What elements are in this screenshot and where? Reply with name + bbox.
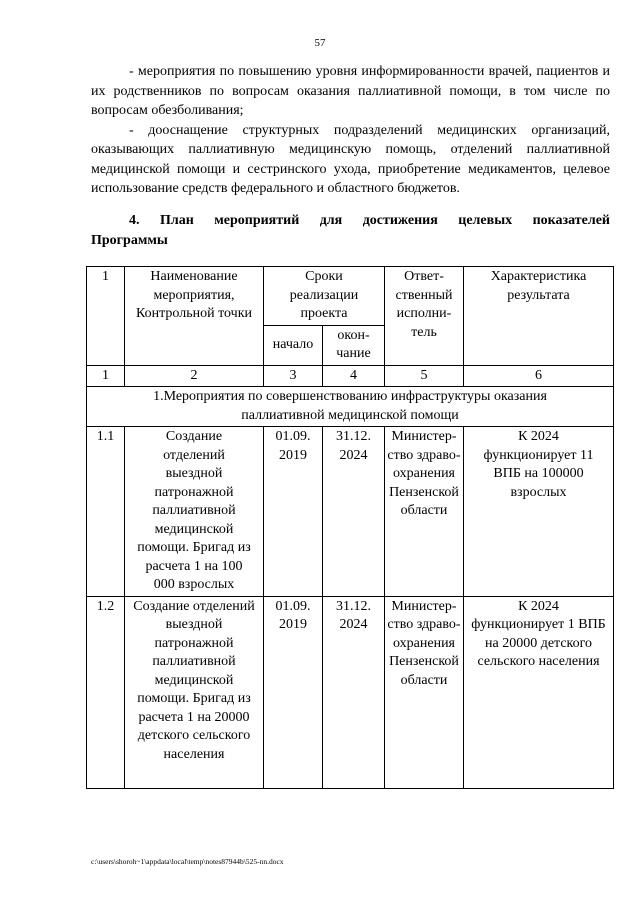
footer-file-path: c:\users\shoroh~1\appdata\local\temp\notes87944b\525-nn.docx: [91, 857, 284, 866]
plan-table: [86, 266, 614, 789]
number-cell: 3: [264, 365, 323, 387]
table-section-row: [87, 387, 614, 427]
header-col5: Ответ-ственный исполни-тель: [385, 267, 464, 366]
page-number: 57: [314, 37, 326, 49]
number-cell: 2: [125, 365, 264, 387]
row-responsible: Министер-ство здраво-охранения Пензенской области: [385, 427, 464, 597]
table-row: [87, 427, 614, 597]
table-number-row: [87, 365, 614, 387]
row-number: 1.1: [87, 427, 125, 597]
row-result: К 2024 функционирует 1 ВПБ на 20000 детского сельского населения: [464, 596, 614, 789]
row-name: Создание отделений выездной патронажной паллиативной медицинской помощи. Бригад из расчета 1 на 100 000 взрослых: [125, 427, 264, 597]
number-cell: 6: [464, 365, 614, 387]
row-start: 01.09. 2019: [264, 427, 323, 597]
row-name: Создание отделений выездной патронажной паллиативной медицинской помощи. Бригад из расчета 1 на 20000 детского сельского населения: [125, 596, 264, 789]
row-number: 1.2: [87, 596, 125, 789]
section-heading-line2: Программы: [91, 233, 168, 248]
number-cell: 4: [323, 365, 385, 387]
paragraph-1: - мероприятия по повышению уровня информированности врачей, пациентов и их родственников по вопросам оказания паллиативной помощи, в том числе по вопросам обезболивания;: [91, 64, 610, 118]
header-col1: 1: [87, 267, 125, 366]
number-cell: 1: [87, 365, 125, 387]
row-end: 31.12. 2024: [323, 596, 385, 789]
row-result: К 2024 функционирует 11 ВПБ на 100000 взрослых: [464, 427, 614, 597]
header-col3: Сроки реализации проекта: [264, 267, 385, 326]
header-col3b: окон-чание: [323, 325, 385, 365]
section-heading: [91, 211, 610, 251]
number-cell: 5: [385, 365, 464, 387]
section-title: 1.Мероприятия по совершенствованию инфраструктуры оказания паллиативной медицинской помощи: [87, 387, 614, 427]
section-heading-line1: 4. План мероприятий для достижения целевых показателей: [129, 213, 610, 228]
header-col6: Характеристика результата: [464, 267, 614, 366]
body-text: [91, 62, 610, 199]
table-row: [87, 596, 614, 789]
header-col2: Наименование мероприятия, Контрольной точки: [125, 267, 264, 366]
paragraph-2: - дооснащение структурных подразделений медицинских организаций, оказывающих паллиативную медицинскую помощь, отделений паллиативной медицинской помощи и сестринского ухода, приобретение медикаментов, целевое использование средств федерального и областного бюджетов.: [91, 122, 610, 196]
header-col3a: начало: [264, 325, 323, 365]
row-end: 31.12. 2024: [323, 427, 385, 597]
row-responsible: Министер-ство здраво-охранения Пензенской области: [385, 596, 464, 789]
table-header-row: [87, 267, 614, 326]
row-start: 01.09. 2019: [264, 596, 323, 789]
